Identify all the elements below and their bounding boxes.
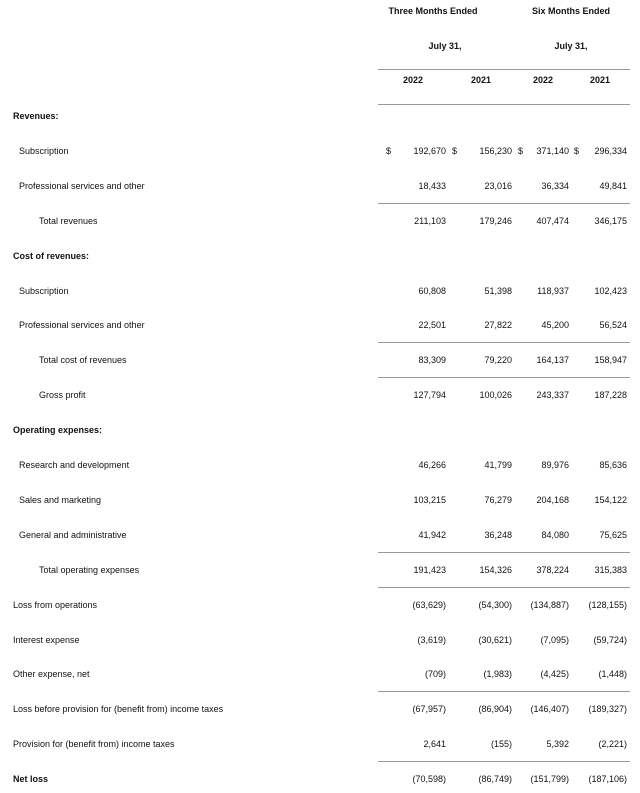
row-value: 36,248 xyxy=(484,530,512,540)
row-label: Total revenues xyxy=(39,216,98,226)
row-value: 60,808 xyxy=(418,286,446,296)
table-row xyxy=(0,666,640,686)
table-row xyxy=(0,283,640,303)
row-value: (86,904) xyxy=(478,704,512,714)
row-value: 22,501 xyxy=(418,320,446,330)
row-value: 191,423 xyxy=(413,565,446,575)
currency-symbol: $ xyxy=(574,146,580,156)
row-value: 49,841 xyxy=(599,181,627,191)
row-value: 18,433 xyxy=(418,181,446,191)
row-label: Loss before provision for (benefit from) income taxes xyxy=(13,704,224,714)
row-label: Other expense, net xyxy=(13,669,90,679)
row-value: (1,983) xyxy=(483,669,512,679)
subtotal-rule xyxy=(378,691,630,692)
currency-symbol: $ xyxy=(386,146,392,156)
row-value: 83,309 xyxy=(418,355,446,365)
row-value: (189,327) xyxy=(588,704,627,714)
three-months-period: July 31, xyxy=(428,41,462,51)
row-value: (86,749) xyxy=(478,774,512,784)
table-row xyxy=(0,457,640,477)
row-value: 102,423 xyxy=(594,286,627,296)
row-value: 100,026 xyxy=(479,390,512,400)
table-row xyxy=(0,632,640,652)
row-value: (54,300) xyxy=(478,600,512,610)
row-value: 407,474 xyxy=(536,216,569,226)
row-value: (59,724) xyxy=(593,635,627,645)
currency-symbol: $ xyxy=(518,146,524,156)
row-label: Professional services and other xyxy=(19,181,145,191)
year-col-3: 2022 xyxy=(532,75,554,85)
table-row xyxy=(0,597,640,617)
table-row xyxy=(0,771,640,791)
row-value: 89,976 xyxy=(541,460,569,470)
row-label: Sales and marketing xyxy=(19,495,102,505)
row-value: 5,392 xyxy=(546,739,569,749)
table-row xyxy=(0,422,640,442)
row-value: 154,122 xyxy=(594,495,627,505)
row-value: (187,106) xyxy=(588,774,627,784)
row-value: 164,137 xyxy=(536,355,569,365)
row-value: 346,175 xyxy=(594,216,627,226)
row-label: Cost of revenues: xyxy=(13,251,90,261)
row-value: (2,221) xyxy=(598,739,627,749)
row-value: (128,155) xyxy=(588,600,627,610)
row-value: (146,407) xyxy=(530,704,569,714)
table-row xyxy=(0,248,640,268)
year-col-4: 2021 xyxy=(589,75,611,85)
row-value: 154,326 xyxy=(479,565,512,575)
row-label: Interest expense xyxy=(13,635,80,645)
row-value: 127,794 xyxy=(413,390,446,400)
row-value: 76,279 xyxy=(484,495,512,505)
row-label: Provision for (benefit from) income taxes xyxy=(13,739,175,749)
row-value: 27,822 xyxy=(484,320,512,330)
row-value: 56,524 xyxy=(599,320,627,330)
row-value: 192,670 xyxy=(413,146,446,156)
column-heading-rule xyxy=(378,104,630,105)
table-row xyxy=(0,352,640,372)
row-value: (134,887) xyxy=(530,600,569,610)
row-value: 187,228 xyxy=(594,390,627,400)
row-value: 243,337 xyxy=(536,390,569,400)
table-row xyxy=(0,108,640,128)
row-value: (4,425) xyxy=(540,669,569,679)
year-col-2: 2021 xyxy=(470,75,492,85)
row-label: Operating expenses: xyxy=(13,425,103,435)
row-label: Total operating expenses xyxy=(39,565,140,575)
subtotal-rule xyxy=(378,342,630,343)
subtotal-rule xyxy=(378,587,630,588)
row-value: (3,619) xyxy=(417,635,446,645)
subtotal-rule xyxy=(378,761,630,762)
row-value: (30,621) xyxy=(478,635,512,645)
row-value: (709) xyxy=(424,669,446,679)
subtotal-rule xyxy=(378,203,630,204)
table-row xyxy=(0,562,640,582)
table-row xyxy=(0,178,640,198)
row-value: (7,095) xyxy=(540,635,569,645)
row-label: Gross profit xyxy=(39,390,86,400)
row-value: 2,641 xyxy=(423,739,446,749)
row-label: Research and development xyxy=(19,460,130,470)
table-row xyxy=(0,387,640,407)
table-row xyxy=(0,143,640,163)
row-value: 296,334 xyxy=(594,146,627,156)
row-value: 36,334 xyxy=(541,181,569,191)
row-value: 371,140 xyxy=(536,146,569,156)
row-value: 45,200 xyxy=(541,320,569,330)
six-months-heading: Six Months Ended xyxy=(531,6,610,16)
year-col-1: 2022 xyxy=(402,75,424,85)
row-label: Professional services and other xyxy=(19,320,145,330)
row-value: 41,799 xyxy=(484,460,512,470)
row-label: Subscription xyxy=(19,286,69,296)
row-label: Total cost of revenues xyxy=(39,355,127,365)
row-label: General and administrative xyxy=(19,530,127,540)
row-value: 179,246 xyxy=(479,216,512,226)
table-row xyxy=(0,701,640,721)
subtotal-rule xyxy=(378,377,630,378)
row-value: 75,625 xyxy=(599,530,627,540)
row-label: Revenues: xyxy=(13,111,59,121)
row-label: Subscription xyxy=(19,146,69,156)
row-value: 85,636 xyxy=(599,460,627,470)
row-value: 23,016 xyxy=(484,181,512,191)
row-label: Loss from operations xyxy=(13,600,98,610)
table-row xyxy=(0,213,640,233)
row-value: 51,398 xyxy=(484,286,512,296)
table-row xyxy=(0,736,640,756)
row-value: (1,448) xyxy=(598,669,627,679)
three-months-heading: Three Months Ended xyxy=(388,6,478,16)
currency-symbol: $ xyxy=(452,146,458,156)
row-value: (67,957) xyxy=(412,704,446,714)
row-value: 118,937 xyxy=(537,286,569,296)
row-value: 158,947 xyxy=(594,355,627,365)
header-rule xyxy=(378,69,630,70)
row-value: (70,598) xyxy=(412,774,446,784)
row-value: (151,799) xyxy=(530,774,569,784)
row-value: 103,215 xyxy=(413,495,446,505)
six-months-period: July 31, xyxy=(554,41,588,51)
row-value: 41,942 xyxy=(418,530,446,540)
row-value: (155) xyxy=(490,739,512,749)
row-value: 315,383 xyxy=(594,565,627,575)
subtotal-rule xyxy=(378,552,630,553)
table-row xyxy=(0,492,640,512)
row-value: (63,629) xyxy=(412,600,446,610)
row-label: Net loss xyxy=(13,774,49,784)
row-value: 156,230 xyxy=(479,146,512,156)
row-value: 204,168 xyxy=(536,495,569,505)
row-value: 46,266 xyxy=(418,460,446,470)
row-value: 84,080 xyxy=(541,530,569,540)
table-row xyxy=(0,317,640,337)
row-value: 378,224 xyxy=(536,565,569,575)
row-value: 211,103 xyxy=(414,216,446,226)
table-row xyxy=(0,527,640,547)
row-value: 79,220 xyxy=(484,355,512,365)
